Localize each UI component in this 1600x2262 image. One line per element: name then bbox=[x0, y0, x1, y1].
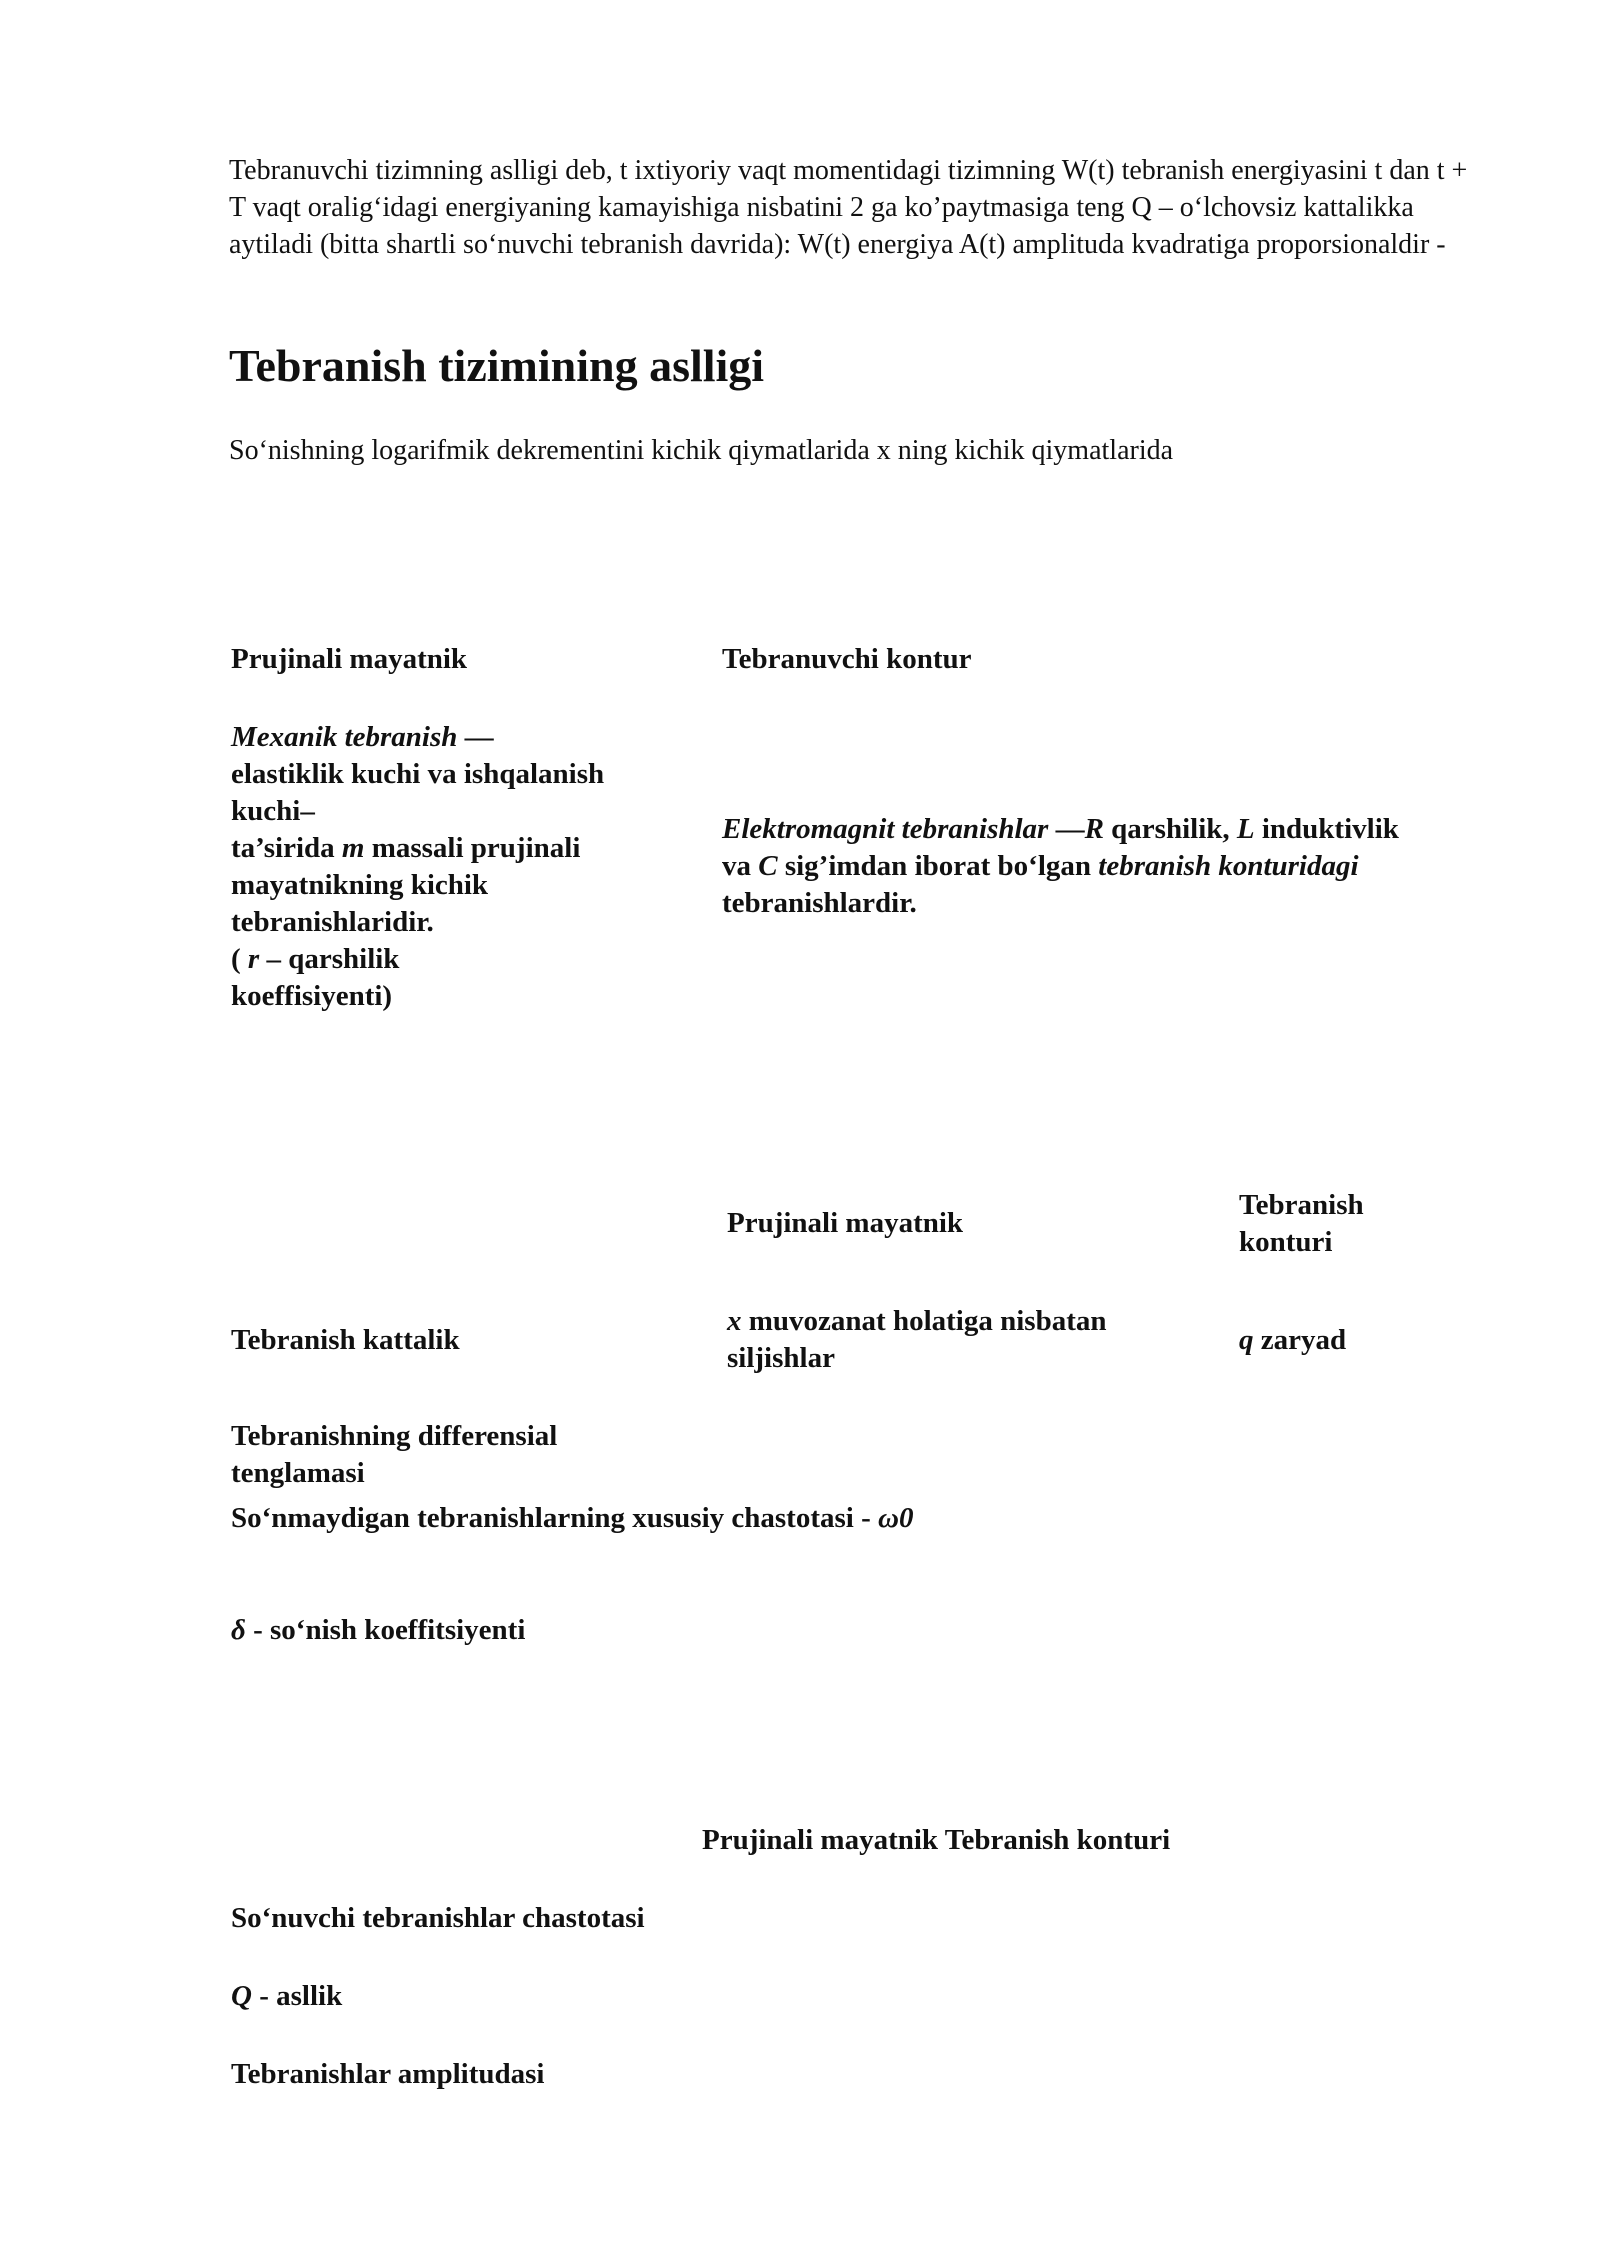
l-variable: L bbox=[1236, 813, 1255, 845]
natural-frequency-label: So‘nmaydigan tebranishlarning xususiy chastotasi - ω0 bbox=[231, 1502, 914, 1534]
resistance-variable: r bbox=[247, 943, 260, 975]
intro-paragraph: Tebranuvchi tizimning aslligi deb, t ixtiyoriy vaqt momentidagi tizimning W(t) tebranish energiyasini t dan t + T vaqt oralig‘idagi energiyaning kamayishiga nisbatini 2 ga ko’paytmasiga teng Q – o‘lchovsiz kattalikka aytiladi (bitta shartli so‘nuvchi tebranish davrida): W(t) energiya A(t) amplituda kvadratiga proporsionaldir - bbox=[229, 155, 1468, 260]
amplitude-label: Tebranishlar amplitudasi bbox=[231, 2058, 545, 2090]
mass-variable: m bbox=[341, 832, 365, 864]
circuit-term: tebranish konturidagi bbox=[1098, 850, 1359, 882]
diff-eq-label: Tebranishning differensial tenglamasi bbox=[231, 1420, 558, 1489]
quality-factor-label: Q - asllik bbox=[231, 1980, 343, 2012]
delta-symbol: δ bbox=[231, 1614, 246, 1646]
table2-header: Prujinali mayatnik Tebranish konturi bbox=[702, 1824, 1171, 1856]
circuit-quantity: q zaryad bbox=[1239, 1324, 1347, 1356]
r-variable: R bbox=[1084, 813, 1104, 845]
col2-heading: Tebranuvchi kontur bbox=[722, 643, 972, 675]
q-symbol: Q bbox=[231, 1980, 252, 2012]
table1-col-spring: Prujinali mayatnik bbox=[727, 1207, 964, 1239]
damped-frequency-label: So‘nuvchi tebranishlar chastotasi bbox=[231, 1902, 645, 1934]
c-variable: C bbox=[758, 850, 778, 882]
electromagnetic-term: Elektromagnit tebranishlar bbox=[722, 813, 1049, 845]
mechanical-term: Mexanik tebranish bbox=[231, 721, 458, 753]
x-variable: x bbox=[727, 1305, 742, 1337]
damping-coefficient-label: δ - so‘nish koeffitsiyenti bbox=[231, 1614, 526, 1646]
small-values-text: So‘nishning logarifmik dekrementini kichik qiymatlarida x ning kichik qiymatlarida bbox=[229, 435, 1174, 466]
spring-quantity: x muvozanat holatiga nisbatan siljishlar bbox=[727, 1305, 1107, 1374]
omega-symbol: ω0 bbox=[878, 1502, 914, 1534]
q-variable: q bbox=[1239, 1324, 1254, 1356]
mechanical-definition: Mexanik tebranish — elastiklik kuchi va ishqalanish kuchi– ta’sirida m massali prujinali mayatnikning kichik tebranishlaridir. ( r – qarshilik koeffisiyenti) bbox=[231, 721, 605, 1012]
col1-heading: Prujinali mayatnik bbox=[231, 643, 468, 675]
electromagnetic-definition: Elektromagnit tebranishlar —R qarshilik, L induktivlik va C sig’imdan iborat bo‘lgan tebranish konturidagi tebranishlardir. bbox=[722, 813, 1399, 919]
row-quantity-label: Tebranish kattalik bbox=[231, 1324, 460, 1356]
section-heading: Tebranish tizimining aslligi bbox=[229, 340, 765, 391]
table1-col-circuit: Tebranish konturi bbox=[1239, 1189, 1364, 1258]
